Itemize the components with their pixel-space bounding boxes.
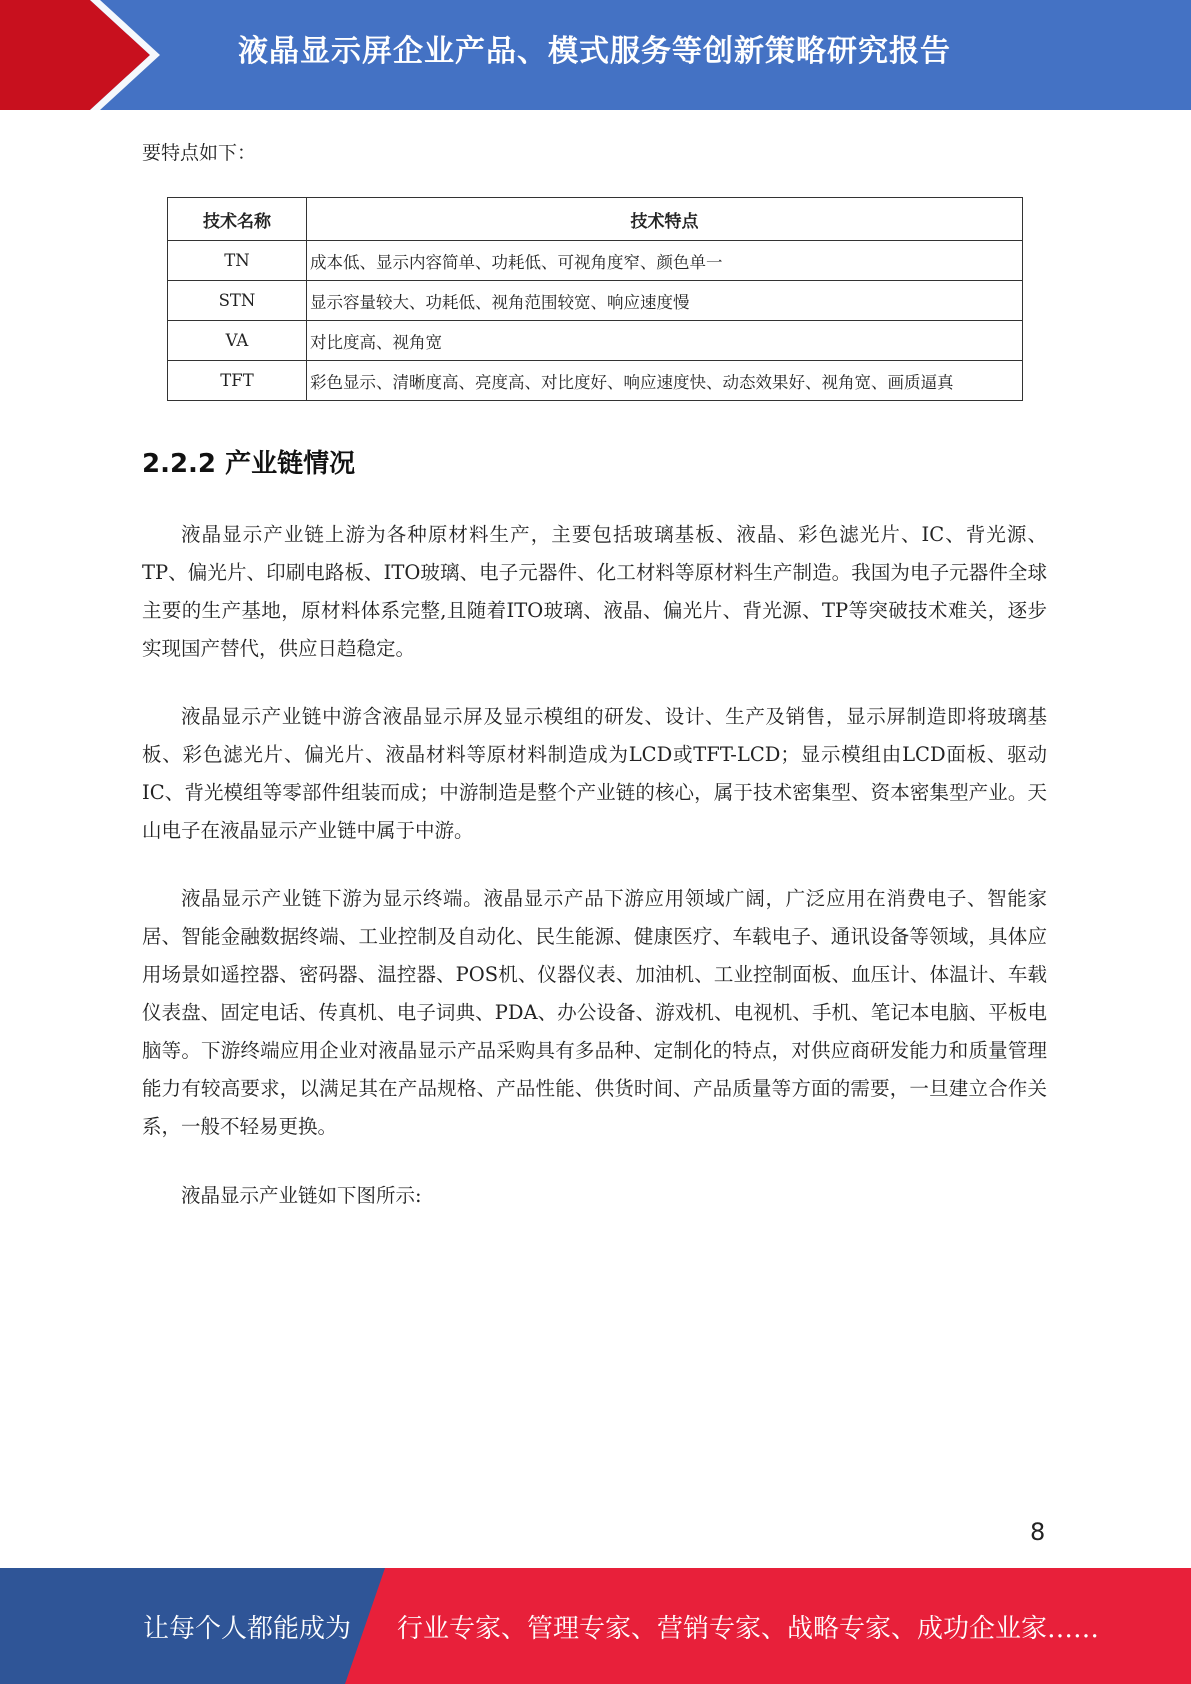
- table-row: [168, 241, 1023, 281]
- table-row: [168, 321, 1023, 361]
- tech-feature-cell: 对比度高、视角宽: [307, 321, 1023, 361]
- page-footer: [0, 1568, 1191, 1684]
- tech-feature-cell: 成本低、显示内容简单、功耗低、可视角度窄、颜色单一: [307, 241, 1023, 281]
- tech-feature-cell: 显示容量较大、功耗低、视角范围较宽、响应速度慢: [307, 281, 1023, 321]
- paragraph-upstream: 液晶显示产业链上游为各种原材料生产，主要包括玻璃基板、液晶、彩色滤光片、IC、背光源、TP、偏光片、印刷电路板、ITO玻璃、电子元器件、化工材料等原材料生产制造。我国为电子元器件全球主要的生产基地，原材料体系完整,且随着ITO玻璃、液晶、偏光片、背光源、TP等突破技术难关，逐步实现国产替代，供应日趋稳定。: [142, 523, 1047, 660]
- technology-table: [167, 197, 1023, 401]
- paragraph-figure-intro: 液晶显示产业链如下图所示:: [181, 1184, 422, 1207]
- table-row: [168, 281, 1023, 321]
- header-red-arrow: [0, 0, 150, 110]
- paragraph-downstream: 液晶显示产业链下游为显示终端。液晶显示产品下游应用领域广阔，广泛应用在消费电子、智能家居、智能金融数据终端、工业控制及自动化、民生能源、健康医疗、车载电子、通讯设备等领域，具体应用场景如遥控器、密码器、温控器、POS机、仪器仪表、加油机、工业控制面板、血压计、体温计、车载仪表盘、固定电话、传真机、电子词典、PDA、办公设备、游戏机、电视机、手机、笔记本电脑、平板电脑等。下游终端应用企业对液晶显示产品采购具有多品种、定制化的特点，对供应商研发能力和质量管理能力有较高要求，以满足其在产品规格、产品性能、供货时间、产品质量等方面的需要，一旦建立合作关系，一般不轻易更换。: [142, 887, 1047, 1138]
- page-number: 8: [1030, 1518, 1046, 1546]
- tech-name-cell: TN: [168, 241, 307, 281]
- footer-slogan-right: 行业专家、管理专家、营销专家、战略专家、成功企业家……: [397, 1614, 1100, 1644]
- tech-name-cell: STN: [168, 281, 307, 321]
- tech-name-cell: TFT: [168, 361, 307, 401]
- column-header-feature: 技术特点: [307, 198, 1023, 241]
- tech-name-cell: VA: [168, 321, 307, 361]
- table-header-row: [168, 198, 1023, 241]
- paragraph-midstream: 液晶显示产业链中游含液晶显示屏及显示模组的研发、设计、生产及销售，显示屏制造即将玻璃基板、彩色滤光片、偏光片、液晶材料等原材料制造成为LCD或TFT-LCD；显示模组由LCD面板、驱动IC、背光模组等零部件组装而成；中游制造是整个产业链的核心，属于技术密集型、资本密集型产业。天山电子在液晶显示产业链中属于中游。: [142, 705, 1047, 842]
- tech-feature-cell: 彩色显示、清晰度高、亮度高、对比度好、响应速度快、动态效果好、视角宽、画质逼真: [307, 361, 1023, 401]
- report-title: 液晶显示屏企业产品、模式服务等创新策略研究报告: [238, 34, 951, 69]
- table-row: [168, 361, 1023, 401]
- column-header-name: 技术名称: [168, 198, 307, 241]
- intro-text: 要特点如下：: [142, 142, 257, 164]
- footer-slogan-left: 让每个人都能成为: [143, 1614, 352, 1644]
- page-header: [0, 0, 1191, 110]
- section-heading: 2.2.2 产业链情况: [142, 449, 356, 479]
